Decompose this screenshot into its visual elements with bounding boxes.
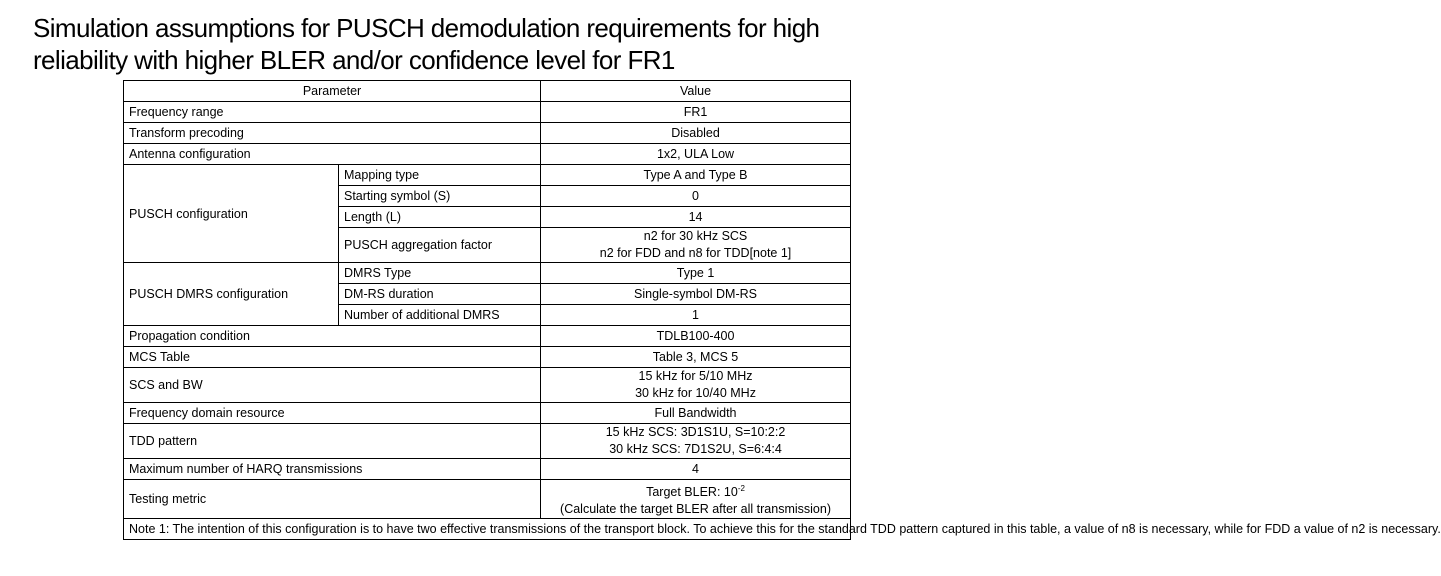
mcs-table-label: MCS Table: [124, 347, 541, 368]
propagation-condition-label: Propagation condition: [124, 326, 541, 347]
scs-and-bw-value-line-1: 15 kHz for 5/10 MHz: [638, 369, 753, 383]
table-row: [124, 123, 851, 144]
table-row: [124, 144, 851, 165]
testing-metric-label: Testing metric: [124, 480, 541, 519]
note-row: [124, 519, 851, 540]
pusch-dmrs-configuration-label: PUSCH DMRS configuration: [124, 263, 339, 326]
target-bler-exponent: -2: [737, 484, 745, 493]
header-value: Value: [541, 81, 851, 102]
max-harq-value: 4: [541, 459, 851, 480]
aggregation-factor-value-line-2: n2 for FDD and n8 for TDD[note 1]: [599, 246, 792, 260]
slide-title: [33, 12, 1013, 76]
scs-and-bw-value-line-2: 30 kHz for 10/40 MHz: [635, 386, 756, 400]
table-header-row: [124, 81, 851, 102]
pusch-configuration-label: PUSCH configuration: [124, 165, 339, 263]
starting-symbol-value: 0: [541, 186, 851, 207]
table-row: [124, 263, 851, 284]
scs-and-bw-label: SCS and BW: [124, 368, 541, 403]
target-bler-text: Target BLER: 10: [646, 485, 738, 499]
testing-metric-value-line-1: [546, 480, 845, 501]
title-line-1: Simulation assumptions for PUSCH demodulation requirements for high: [33, 13, 820, 43]
mapping-type-value: Type A and Type B: [541, 165, 851, 186]
aggregation-factor-value-line-1: n2 for 30 kHz SCS: [643, 229, 748, 243]
table-row: [124, 368, 851, 403]
table-row: [124, 480, 851, 519]
table-row: [124, 403, 851, 424]
frequency-range-value: FR1: [541, 102, 851, 123]
tdd-pattern-value-line-1: 15 kHz SCS: 3D1S1U, S=10:2:2: [605, 425, 786, 439]
simulation-assumptions-table: [123, 80, 1441, 540]
max-harq-label: Maximum number of HARQ transmissions: [124, 459, 541, 480]
tdd-pattern-value-line-2: 30 kHz SCS: 7D1S2U, S=6:4:4: [609, 442, 782, 456]
antenna-configuration-label: Antenna configuration: [124, 144, 541, 165]
tdd-pattern-value: [541, 424, 851, 459]
antenna-configuration-value: 1x2, ULA Low: [541, 144, 851, 165]
tdd-pattern-label: TDD pattern: [124, 424, 541, 459]
table-row: [124, 165, 851, 186]
frequency-domain-resource-value: Full Bandwidth: [541, 403, 851, 424]
header-parameter: Parameter: [124, 81, 541, 102]
length-value: 14: [541, 207, 851, 228]
table-row: [124, 326, 851, 347]
testing-metric-value-line-2: (Calculate the target BLER after all transmission): [560, 502, 831, 516]
mapping-type-label: Mapping type: [339, 165, 541, 186]
table-row: [124, 424, 851, 459]
mcs-table-value: Table 3, MCS 5: [541, 347, 851, 368]
dmrs-duration-value: Single-symbol DM-RS: [541, 284, 851, 305]
dmrs-type-value: Type 1: [541, 263, 851, 284]
transform-precoding-value: Disabled: [541, 123, 851, 144]
additional-dmrs-value: 1: [541, 305, 851, 326]
table-row: [124, 102, 851, 123]
frequency-range-label: Frequency range: [124, 102, 541, 123]
frequency-domain-resource-label: Frequency domain resource: [124, 403, 541, 424]
scs-and-bw-value: [541, 368, 851, 403]
note-1: Note 1: The intention of this configuration is to have two effective transmissions of the transport block. To achieve this for the standard TDD pattern captured in this table, a value of n8 is necessary, while for FDD a value of n2 is necessary.: [124, 519, 851, 540]
starting-symbol-label: Starting symbol (S): [339, 186, 541, 207]
additional-dmrs-label: Number of additional DMRS: [339, 305, 541, 326]
table-row: [124, 347, 851, 368]
aggregation-factor-value: [541, 228, 851, 263]
length-label: Length (L): [339, 207, 541, 228]
dmrs-duration-label: DM-RS duration: [339, 284, 541, 305]
transform-precoding-label: Transform precoding: [124, 123, 541, 144]
aggregation-factor-label: PUSCH aggregation factor: [339, 228, 541, 263]
dmrs-type-label: DMRS Type: [339, 263, 541, 284]
testing-metric-value: [541, 480, 851, 519]
title-line-2: reliability with higher BLER and/or confidence level for FR1: [33, 45, 675, 75]
table-row: [124, 459, 851, 480]
propagation-condition-value: TDLB100-400: [541, 326, 851, 347]
